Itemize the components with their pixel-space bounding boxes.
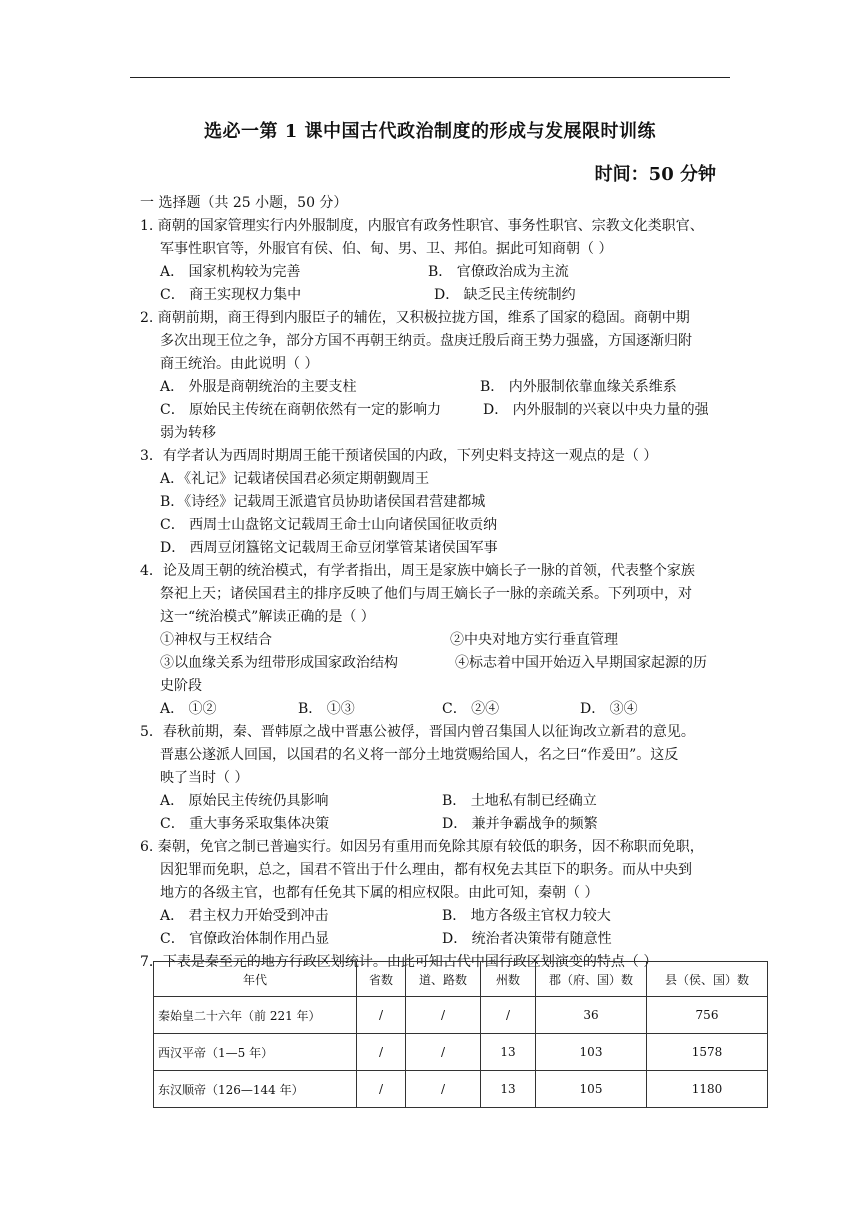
question-body xyxy=(140,192,740,974)
q6-options-cd xyxy=(140,928,740,951)
q4-option-d[interactable]: D． ③④ xyxy=(580,701,638,717)
table-header: 县（侯、国）数 xyxy=(647,962,768,997)
table-header-row xyxy=(154,962,768,997)
q3-option-a[interactable]: A．《礼记》记载诸侯国君必须定期朝觐周王 xyxy=(160,471,430,487)
q2-stem-1: 2. 商朝前期，商王得到内服臣子的辅佐，又积极拉拢方国，维系了国家的稳固。商朝中期 xyxy=(140,310,690,326)
q1-options-cd xyxy=(140,284,740,307)
q4-option-c[interactable]: C． ②④ xyxy=(442,701,500,717)
q1-stem-2: 军事性职官等，外服官有侯、伯、甸、男、卫、邦伯。据此可知商朝（ ） xyxy=(160,241,613,257)
q5-option-c[interactable]: C． 重大事务采取集体决策 xyxy=(160,816,330,832)
q1-stem-1: 1. 商朝的国家管理实行内外服制度，内服官有政务性职官、事务性职官、宗教文化类职官、 xyxy=(140,218,704,234)
q2-stem-2: 多次出现王位之争，部分方国不再朝王纳贡。盘庚迁殷后商王势力强盛，方国逐渐归附 xyxy=(160,333,692,349)
q5-stem-3: 映了当时（ ） xyxy=(160,770,249,786)
q2-option-d-cont: 弱为转移 xyxy=(160,425,216,441)
q6-option-c[interactable]: C． 官僚政治体制作用凸显 xyxy=(160,931,330,947)
table-cell: / xyxy=(406,1071,481,1108)
q4-statement-2: ②中央对地方实行垂直管理 xyxy=(450,632,618,648)
q1-option-d[interactable]: D． 缺乏民主传统制约 xyxy=(434,287,576,303)
q3-option-d[interactable]: D． 西周豆闭簋铭文记载周王命豆闭掌管某诸侯国军事 xyxy=(160,540,498,556)
q4-statement-3: ③以血缘关系为纽带形成国家政治结构 xyxy=(160,655,398,671)
q5-option-b[interactable]: B． 土地私有制已经确立 xyxy=(442,793,597,809)
q2-option-b[interactable]: B． 内外服制依靠血缘关系维系 xyxy=(480,379,677,395)
q4-stem-3: 这一“统治模式”解读正确的是（ ） xyxy=(160,609,375,625)
q4-statement-4-cont: 史阶段 xyxy=(160,678,202,694)
q2-options-cd xyxy=(140,399,740,422)
table-row xyxy=(154,997,768,1034)
q4-statement-4: ④标志着中国开始迈入早期国家起源的历 xyxy=(455,655,707,671)
table-cell: 36 xyxy=(536,997,647,1034)
table-cell: 1578 xyxy=(647,1034,768,1071)
q3-stem-1: 3．有学者认为西周时期周王能干预诸侯国的内政，下列史料支持这一观点的是（ ） xyxy=(140,448,658,464)
q5-stem-2: 晋惠公遂派人回国，以国君的名义将一部分土地赏赐给国人，名之曰“作爰田”。这反 xyxy=(160,747,679,763)
section-heading: 一 选择题（共 25 小题，50 分） xyxy=(140,195,348,211)
q2-option-c[interactable]: C． 原始民主传统在商朝依然有一定的影响力 xyxy=(160,402,442,418)
header-rule xyxy=(130,77,730,78)
q6-option-d[interactable]: D． 统治者决策带有随意性 xyxy=(442,931,612,947)
q5-option-a[interactable]: A． 原始民主传统仍具影响 xyxy=(160,793,329,809)
q4-option-a[interactable]: A． ①② xyxy=(160,701,217,717)
q6-option-b[interactable]: B． 地方各级主官权力较大 xyxy=(442,908,611,924)
q5-option-d[interactable]: D． 兼并争霸战争的频繁 xyxy=(442,816,598,832)
table-cell: / xyxy=(481,997,536,1034)
q2-options-ab xyxy=(140,376,740,399)
q2-option-d[interactable]: D． 内外服制的兴衰以中央力量的强 xyxy=(483,402,709,418)
q4-statements-34 xyxy=(140,652,740,675)
q5-options-cd xyxy=(140,813,740,836)
q2-stem-3: 商王统治。由此说明（ ） xyxy=(160,356,319,372)
table-cell: / xyxy=(357,1034,406,1071)
q1-option-c[interactable]: C． 商王实现权力集中 xyxy=(160,287,302,303)
time-limit: 时间：50 分钟 xyxy=(594,164,716,185)
table-header: 州数 xyxy=(481,962,536,997)
table-header: 年代 xyxy=(154,962,357,997)
q1-options-ab xyxy=(140,261,740,284)
table-header: 道、路数 xyxy=(406,962,481,997)
q6-stem-2: 因犯罪而免职，总之，国君不管出于什么理由，都有权免去其臣下的职务。而从中央到 xyxy=(160,862,692,878)
q1-option-a[interactable]: A． 国家机构较为完善 xyxy=(160,264,301,280)
q4-options xyxy=(140,698,740,721)
q6-stem-3: 地方的各级主官，也都有任免其下属的相应权限。由此可知，秦朝（ ） xyxy=(160,885,599,901)
q4-option-b[interactable]: B． ①③ xyxy=(298,701,355,717)
table-cell: / xyxy=(406,997,481,1034)
table-row xyxy=(154,1071,768,1108)
page-title: 选必一第 1 课中国古代政治制度的形成与发展限时训练 xyxy=(203,121,657,142)
table-cell: 13 xyxy=(481,1034,536,1071)
table-cell: 105 xyxy=(536,1071,647,1108)
table-cell: 103 xyxy=(536,1034,647,1071)
q5-options-ab xyxy=(140,790,740,813)
q2-option-a[interactable]: A． 外服是商朝统治的主要支柱 xyxy=(160,379,357,395)
q6-options-ab xyxy=(140,905,740,928)
table-cell: 东汉顺帝（126—144 年） xyxy=(154,1071,357,1108)
q7-stem-1: 7．下表是秦至元的地方行政区划统计。由此可知古代中国行政区划演变的特点（ ） xyxy=(140,954,658,970)
table-cell: 13 xyxy=(481,1071,536,1108)
table-cell: / xyxy=(406,1034,481,1071)
q3-option-c[interactable]: C． 西周士山盘铭文记载周王命士山向诸侯国征收贡纳 xyxy=(160,517,498,533)
table-header: 郡（府、国）数 xyxy=(536,962,647,997)
q1-option-b[interactable]: B． 官僚政治成为主流 xyxy=(428,264,569,280)
table-cell: / xyxy=(357,997,406,1034)
table-cell: 756 xyxy=(647,997,768,1034)
q5-stem-1: 5．春秋前期，秦、晋韩原之战中晋惠公被俘，晋国内曾召集国人以征询改立新君的意见。 xyxy=(140,724,695,740)
q4-stem-1: 4．论及周王朝的统治模式，有学者指出，周王是家族中嫡长子一脉的首领，代表整个家族 xyxy=(140,563,695,579)
table-cell: 西汉平帝（1—5 年） xyxy=(154,1034,357,1071)
table-cell: / xyxy=(357,1071,406,1108)
table-row xyxy=(154,1034,768,1071)
q6-option-a[interactable]: A． 君主权力开始受到冲击 xyxy=(160,908,329,924)
q4-stem-2: 祭祀上天；诸侯国君主的排序反映了他们与周王嫡长子一脉的亲疏关系。下列项中，对 xyxy=(160,586,692,602)
table-cell: 1180 xyxy=(647,1071,768,1108)
table-header: 省数 xyxy=(357,962,406,997)
table-cell: 秦始皇二十六年（前 221 年） xyxy=(154,997,357,1034)
q3-option-b[interactable]: B．《诗经》记载周王派遣官员协助诸侯国君营建都城 xyxy=(160,494,486,510)
region-stats-table xyxy=(153,961,768,1108)
q6-stem-1: 6. 秦朝，免官之制已普遍实行。如因另有重用而免除其原有较低的职务，因不称职而免职， xyxy=(140,839,704,855)
q4-statement-1: ①神权与王权结合 xyxy=(160,632,272,648)
q4-statements-12 xyxy=(140,629,740,652)
